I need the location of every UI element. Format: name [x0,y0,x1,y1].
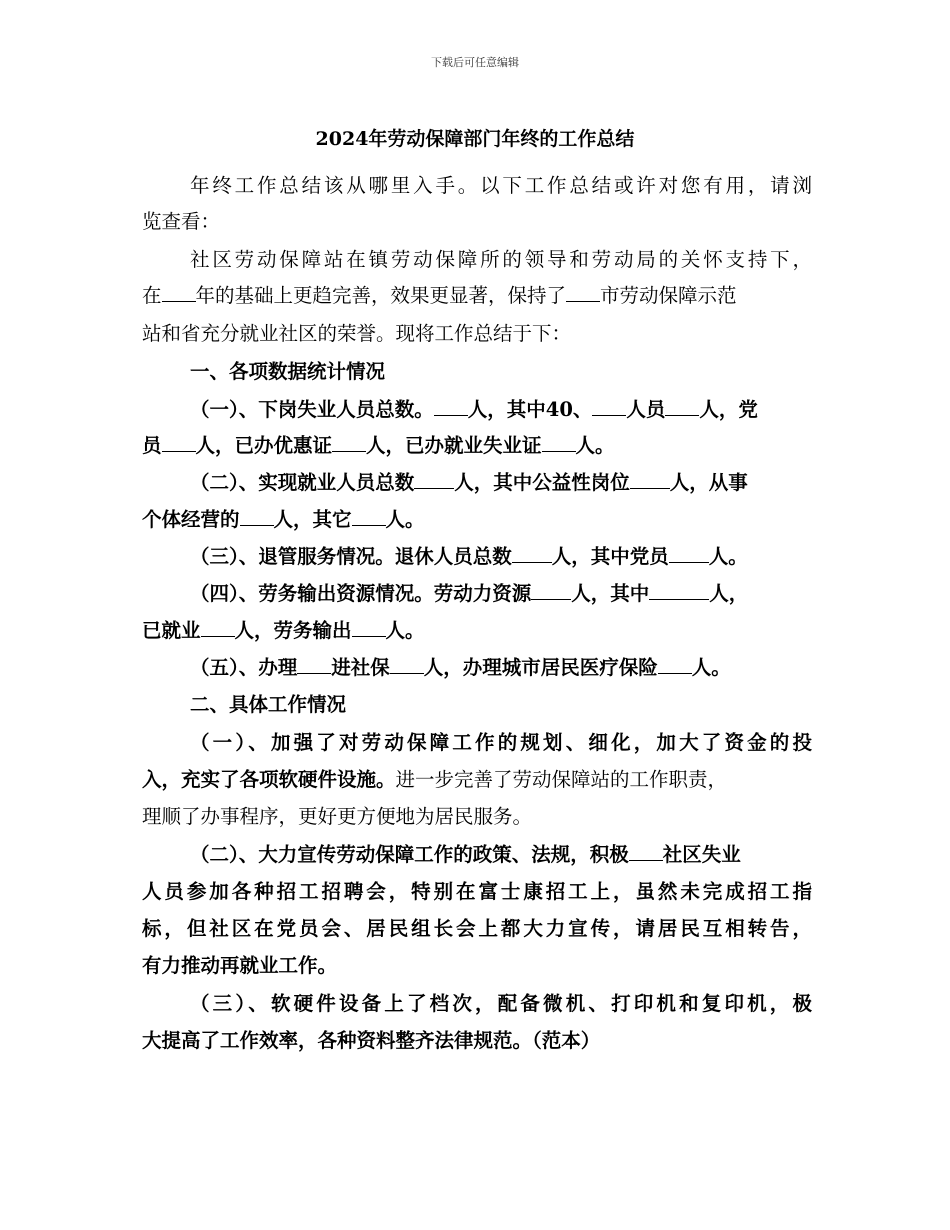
s2-item2-line-2: 人员参加各种招工招聘会，特别在富士康招工上，虽然未完成招工指 [142,880,812,903]
s1-item3-text: 人。 [708,545,748,568]
s2-item2-line-3: 标，但社区在党员会、居民组长会上都大力宣传，请居民互相转告， [142,917,812,940]
s1-item4-text: 人， [709,582,749,605]
s2-item2-text: 社区失业 [662,843,741,866]
blank-field [512,544,552,563]
s1-item2-line-2 [142,504,812,536]
blank-field [352,618,386,637]
blank-field [629,842,663,861]
s1-item2-text: 人，从事 [669,471,748,494]
s1-item5-text: 人，办理城市居民医疗保险 [423,656,658,679]
s2-item1-line-2 [142,764,812,796]
s1-item1-text: 人，已办就业失业证 [366,434,542,457]
s1-item4-line-1 [190,578,812,610]
document-title: 2024年劳动保障部门年终的工作总结 [315,128,635,150]
blank-field [390,655,424,674]
s2-item3-line-2: 大提高了工作效率，各种资料整齐法律规范。（范本） [142,1029,601,1052]
blank-field [352,507,386,526]
s1-item1-text: 人员 [626,398,666,421]
s2-item2-text: （二）、大力宣传劳动保障工作的政策、法规，积极 [190,843,629,866]
s1-item4-text: 已就业 [142,619,201,642]
blank-field [649,581,709,600]
s1-item2-text: 人，其它 [273,508,352,531]
s2-item2-line-1 [190,839,812,871]
blank-field [658,655,692,674]
section2-heading: 二、具体工作情况 [190,693,347,716]
blank-field [630,470,670,489]
s1-item4-text: 人，劳务输出 [234,619,352,642]
s2-item1-bold-text: 入，充实了各项软硬件设施。 [142,768,396,791]
s1-item1-text: 人，党 [699,398,758,421]
para1-text: 在 [142,284,162,307]
para1-text: 市劳动保障示范 [600,284,737,307]
blank-field [542,433,576,452]
s2-item1-line-1: （一）、加强了对劳动保障工作的规划、细化，加大了资金的投 [190,731,812,754]
s1-item5-text: （五）、办理 [190,656,298,679]
s2-item1-line-3: 理顺了办事程序，更好更方便地为居民服务。 [142,805,533,828]
blank-field [162,283,196,302]
s1-item3-line-1 [190,541,812,573]
blank-field [665,397,699,416]
blank-field [201,618,235,637]
s1-item5-text: 人。 [691,656,731,679]
s1-item4-text: 人。 [385,619,425,642]
intro-line-2: 览查看： [142,210,221,233]
page-header: 下载后可任意编辑 [431,56,519,69]
blank-field [434,397,468,416]
s1-item1-line-2 [142,430,812,462]
s2-item3-line-1: （三）、软硬件设备上了档次，配备微机、打印机和复印机，极 [190,992,812,1015]
s1-item3-text: （三）、退管服务情况。退休人员总数 [190,545,512,568]
blank-field [414,470,454,489]
blank-field [332,433,366,452]
s1-item5-line-1 [190,652,812,684]
blank-field [592,397,626,416]
s1-item1-text: 员 [142,434,162,457]
s1-item1-text: 人，其中40、 [467,398,593,421]
s1-item2-text: 个体经营的 [142,508,240,531]
s1-item2-line-1 [190,467,812,499]
section1-heading: 一、各项数据统计情况 [190,360,386,383]
blank-field [566,283,600,302]
blank-field [531,581,571,600]
blank-field [240,507,274,526]
s1-item2-text: 人。 [385,508,425,531]
s1-item5-text: 进社保 [331,656,390,679]
s1-item1-text: 人。 [575,434,615,457]
s1-item1-text: （一）、下岗失业人员总数。 [190,398,434,421]
s1-item2-text: （二）、实现就业人员总数 [190,471,415,494]
s1-item2-text: 人，其中公益性岗位 [454,471,630,494]
s1-item1-line-1 [190,394,812,426]
blank-field [162,433,196,452]
s2-item1-text: 进一步完善了劳动保障站的工作职责， [395,768,728,791]
s1-item4-text: （四）、劳务输出资源情况。劳动力资源 [190,582,532,605]
para1-line-3: 站和省充分就业社区的荣誉。现将工作总结于下： [142,322,572,345]
blank-field [297,655,331,674]
s2-item2-line-4: 有力推动再就业工作。 [142,954,338,977]
blank-field [669,544,709,563]
s1-item4-text: 人，其中 [571,582,650,605]
s1-item1-text: 人，已办优惠证 [195,434,333,457]
para1-text: 年的基础上更趋完善，效果更显著，保持了 [195,284,567,307]
s1-item3-text: 人，其中党员 [551,545,669,568]
para1-line-2 [142,280,812,312]
s1-item4-line-2 [142,615,812,647]
para1-line-1: 社区劳动保障站在镇劳动保障所的领导和劳动局的关怀支持下， [190,248,812,271]
intro-line-1: 年终工作总结该从哪里入手。以下工作总结或许对您有用，请浏 [190,174,812,197]
